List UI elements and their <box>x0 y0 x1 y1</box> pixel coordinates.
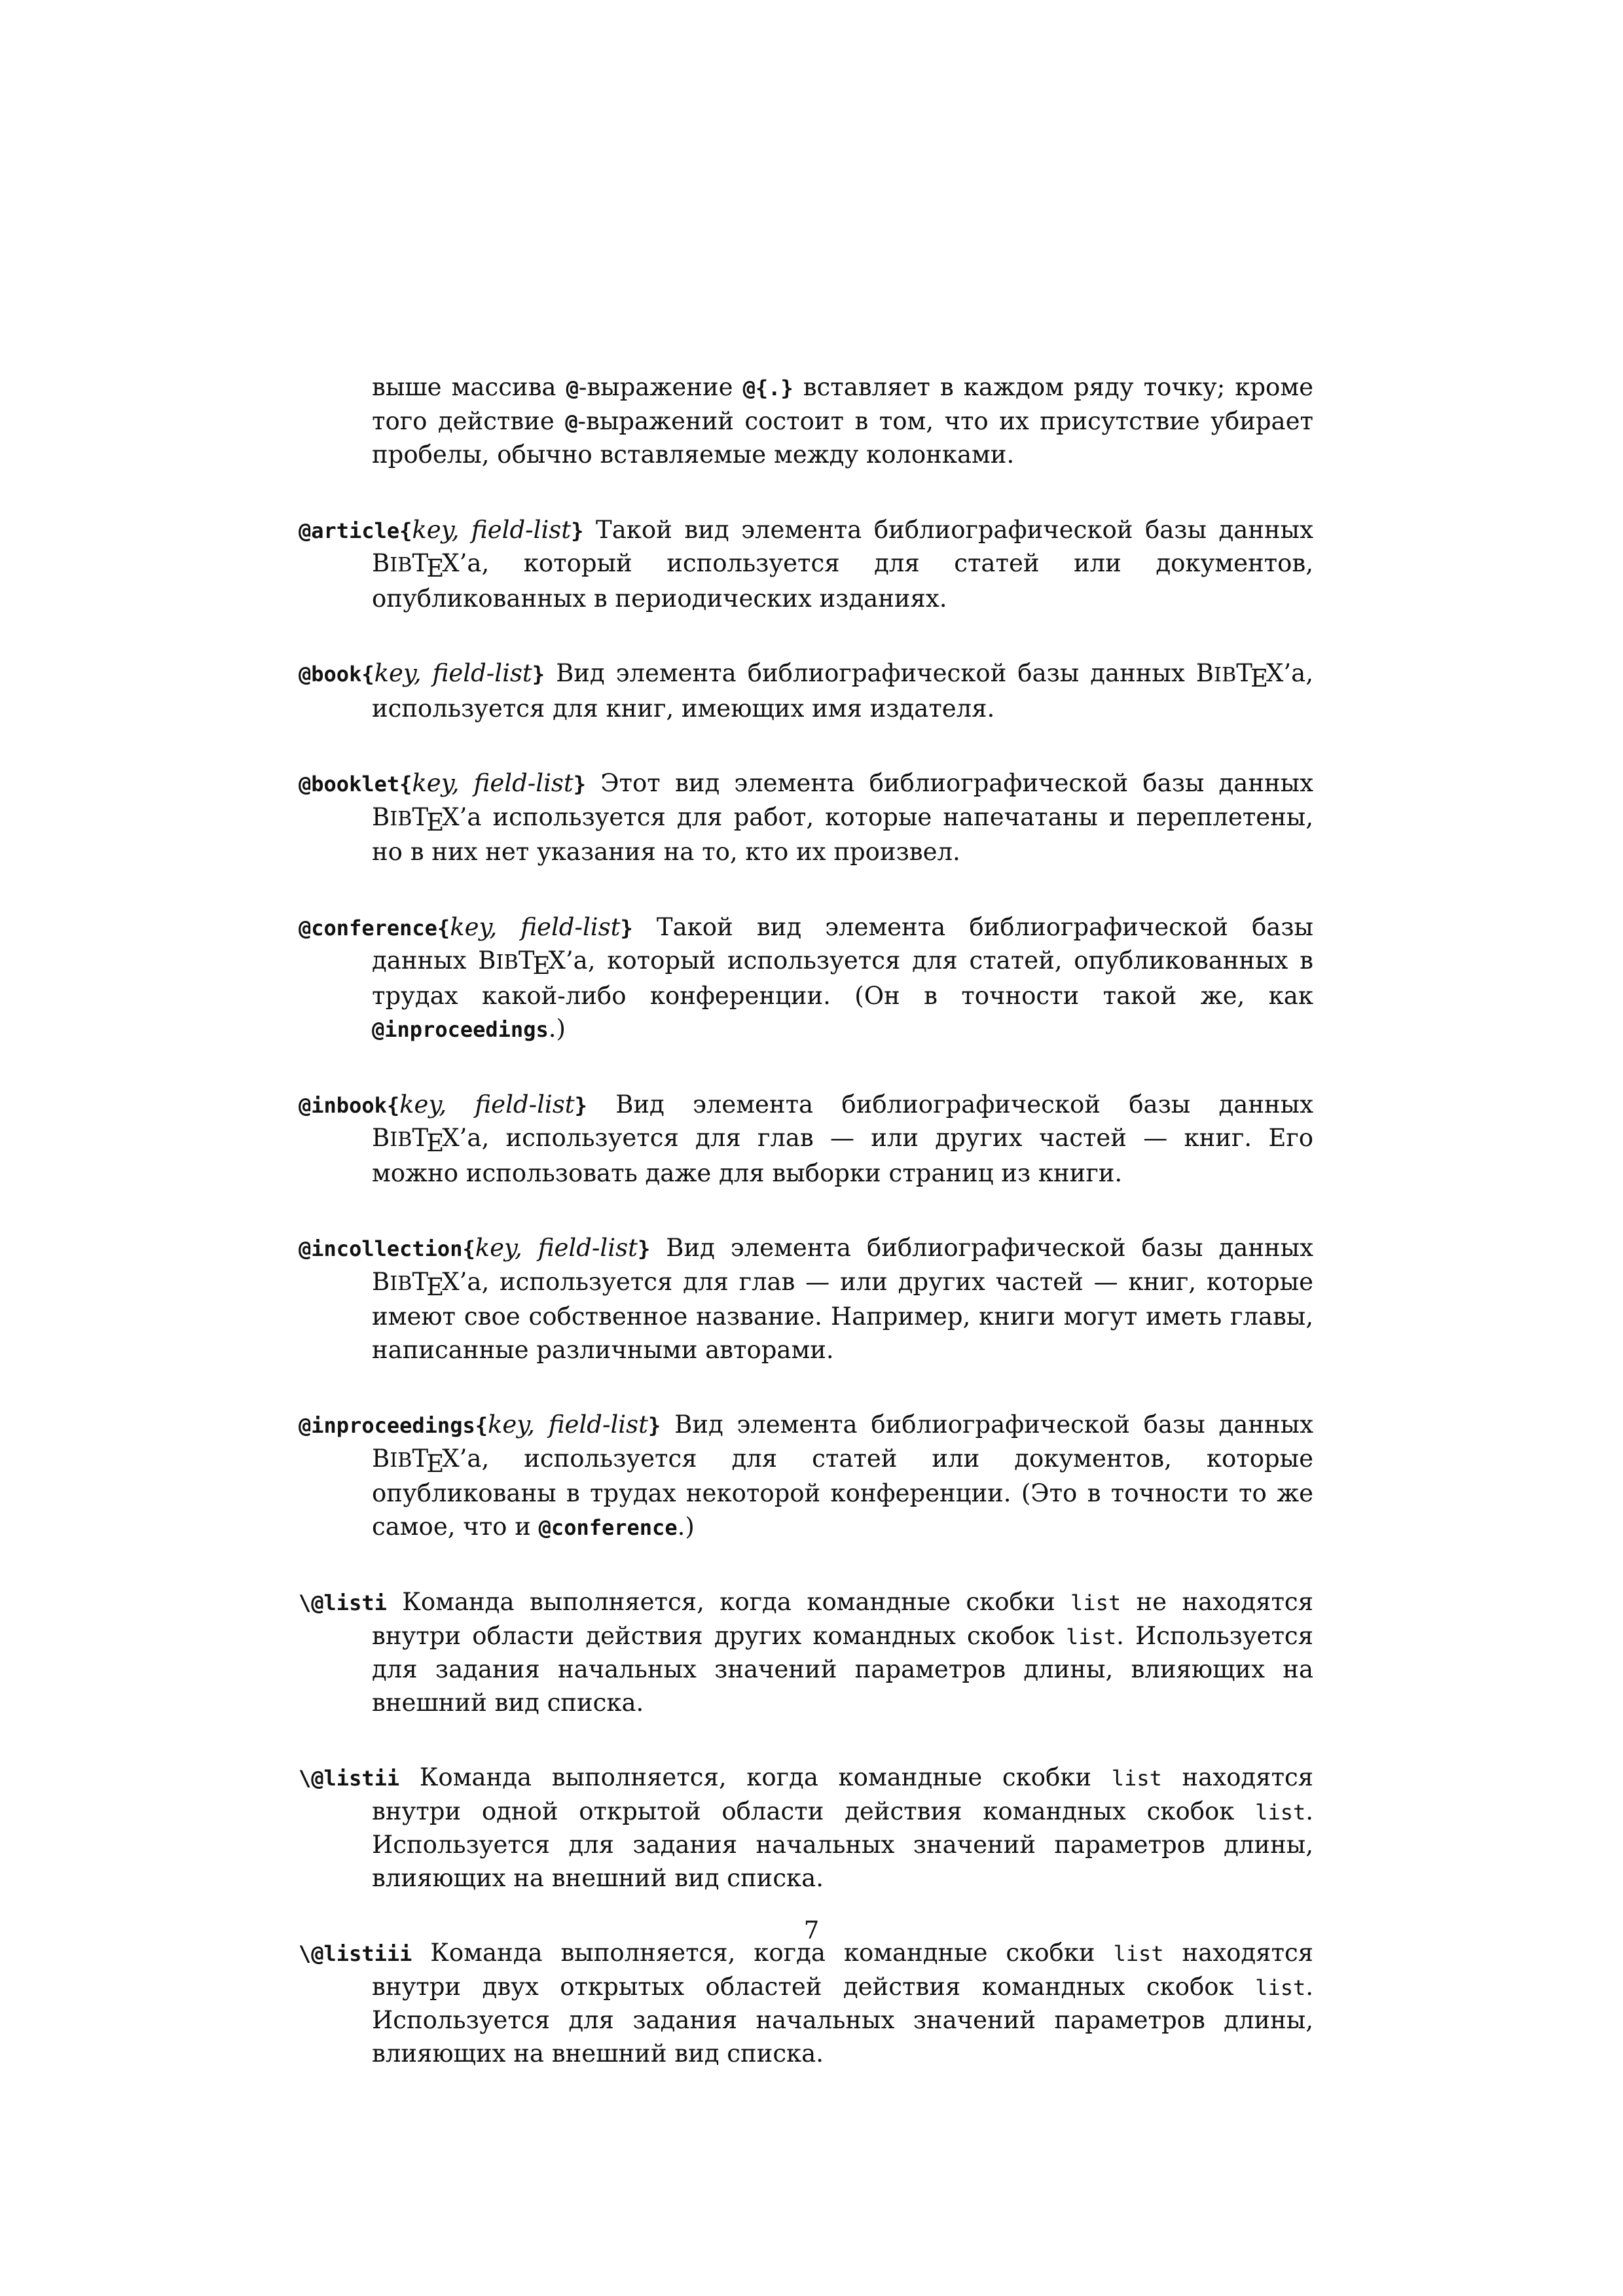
entry-text: Вид элемента библиографической базы данных <box>587 1090 1313 1119</box>
entry-term-close: } <box>574 1092 587 1118</box>
entry-term: @inbook{ <box>299 1092 400 1118</box>
entry-text: ’а, используется для глав — или других частей — книг, которые имеют свое собственное название. Например, книги могут иметь главы, написанные различными авторами. <box>372 1267 1313 1364</box>
entry-args: key, field-list <box>475 1234 638 1262</box>
entry-term: @book{ <box>299 662 374 687</box>
entry-term-close: } <box>532 662 545 687</box>
entry-text: . Используется для задания начальных значений параметров длины, влияющих на внешний вид списка. <box>372 1972 1313 2068</box>
entry-text: ’а, используется для статей или документов, которые опубликованы в трудах некоторой конференции. (Это в точности то же самое, что и <box>372 1444 1313 1541</box>
entry-term-close: } <box>571 518 584 543</box>
bibtex-logo: BIBTEX <box>1195 659 1284 693</box>
entry-args: key, field-list <box>374 659 532 687</box>
entry-text: ’а используется для работ, которые напечатаны и переплетены, но в них нет указания на то, кто их произвел. <box>372 802 1313 866</box>
entry-text: ’а, который используется для статей, опубликованных в трудах какой-либо конференции. (Он в точности такой же, как <box>372 946 1313 1010</box>
entry-booklet <box>299 767 1313 869</box>
bibtex-logo: BIBTEX <box>372 1267 460 1301</box>
code-reference: @conference <box>538 1515 678 1540</box>
entry-book <box>299 657 1313 725</box>
entry-args: key, field-list <box>450 912 621 941</box>
code-reference: @inproceedings <box>372 1017 549 1042</box>
entry-text: Вид элемента библиографической базы данных <box>545 659 1196 687</box>
entry-inproceedings <box>299 1408 1313 1544</box>
entry-text: .) <box>548 1014 566 1043</box>
entry-term-close: } <box>648 1413 661 1438</box>
entry-text: Вид элемента библиографической базы данных <box>661 1410 1313 1439</box>
page-content <box>299 371 1313 2112</box>
entry-text: находятся внутри двух открытых областей действия командных скобок <box>372 1939 1314 2001</box>
entry-text: .) <box>677 1512 695 1541</box>
entry-term: @incollection{ <box>299 1236 475 1261</box>
entry-conference <box>299 911 1313 1047</box>
intro-paragraph <box>299 371 1313 472</box>
page-number: 7 <box>803 1916 820 1945</box>
code-list: list <box>1111 1766 1162 1791</box>
bibtex-logo: BIBTEX <box>478 946 566 980</box>
entry-text: Такой вид элемента библиографической базы данных <box>583 515 1313 544</box>
code-list: list <box>1070 1590 1122 1615</box>
entry-inbook <box>299 1088 1313 1191</box>
entry-text: Вид элемента библиографической базы данных <box>650 1234 1313 1262</box>
code-at: @ <box>566 376 579 401</box>
entry-term-close: } <box>620 915 633 941</box>
entry-text: не находятся внутри области действия других командных скобок <box>372 1588 1314 1650</box>
entry-text: Команда выполняется, когда командные скобки <box>386 1588 1071 1616</box>
entry-term-close: } <box>637 1236 651 1261</box>
entry-term: @booklet{ <box>299 772 412 797</box>
entry-term: \@listiii <box>299 1941 412 1966</box>
entry-term: @article{ <box>299 518 412 543</box>
entry-text: ’а, используется для книг, имеющих имя издателя. <box>372 659 1313 723</box>
entry-args: key, field-list <box>412 515 572 544</box>
entry-text: ’а, используется для глав — или других частей — книг. Его можно использовать даже для выборки страниц из книги. <box>372 1124 1313 1187</box>
entry-term: \@listi <box>299 1590 387 1615</box>
intro-text: -выражение <box>578 373 743 401</box>
code-list: list <box>1255 1799 1306 1825</box>
entry-args: key, field-list <box>412 769 574 797</box>
code-list: list <box>1113 1941 1164 1966</box>
entry-text: Этот вид элемента библиографической базы данных <box>586 769 1313 797</box>
entry-text: . Используется для задания начальных значений параметров длины, влияющих на внешний вид списка. <box>372 1621 1313 1717</box>
entry-listii <box>299 1761 1313 1895</box>
bibtex-logo: BIBTEX <box>372 1444 460 1478</box>
bibtex-logo: BIBTEX <box>372 1124 460 1158</box>
entry-term-close: } <box>573 772 587 797</box>
entry-term: @conference{ <box>299 915 450 941</box>
code-list: list <box>1255 1975 1306 2000</box>
bibtex-logo: BIBTEX <box>372 802 460 836</box>
entry-listi <box>299 1586 1313 1719</box>
entry-article <box>299 514 1313 616</box>
entry-args: key, field-list <box>487 1410 648 1439</box>
entry-incollection <box>299 1232 1313 1367</box>
entry-text: Команда выполняется, когда командные скобки <box>412 1939 1114 1967</box>
bibtex-logo: BIBTEX <box>372 549 460 583</box>
entry-text: . Используется для задания начальных значений параметров длины, влияющих на внешний вид списка. <box>372 1797 1313 1892</box>
intro-text: вставляет в каждом ряду точку; кроме того действие <box>372 373 1313 435</box>
code-at-expression: @{.} <box>742 376 793 401</box>
entry-term: \@listii <box>299 1766 400 1791</box>
entry-text: Команда выполняется, когда командные скобки <box>399 1763 1112 1791</box>
entry-listiii <box>299 1937 1313 2070</box>
entry-args: key, field-list <box>399 1090 575 1119</box>
intro-text: выше массива <box>372 373 566 401</box>
entry-term: @inproceedings{ <box>299 1413 488 1438</box>
code-at: @ <box>565 409 578 435</box>
entry-text: Такой вид элемента библиографической базы данных <box>372 912 1313 975</box>
entry-text: находятся внутри одной открытой области действия командных скобок <box>372 1763 1314 1825</box>
intro-text: -выражений состоит в том, что их присутствие убирает пробелы, обычно вставляемые между колонками. <box>372 406 1313 469</box>
code-list: list <box>1066 1624 1117 1649</box>
entry-text: ’а, который используется для статей или документов, опубликованных в периодических изданиях. <box>372 549 1313 613</box>
